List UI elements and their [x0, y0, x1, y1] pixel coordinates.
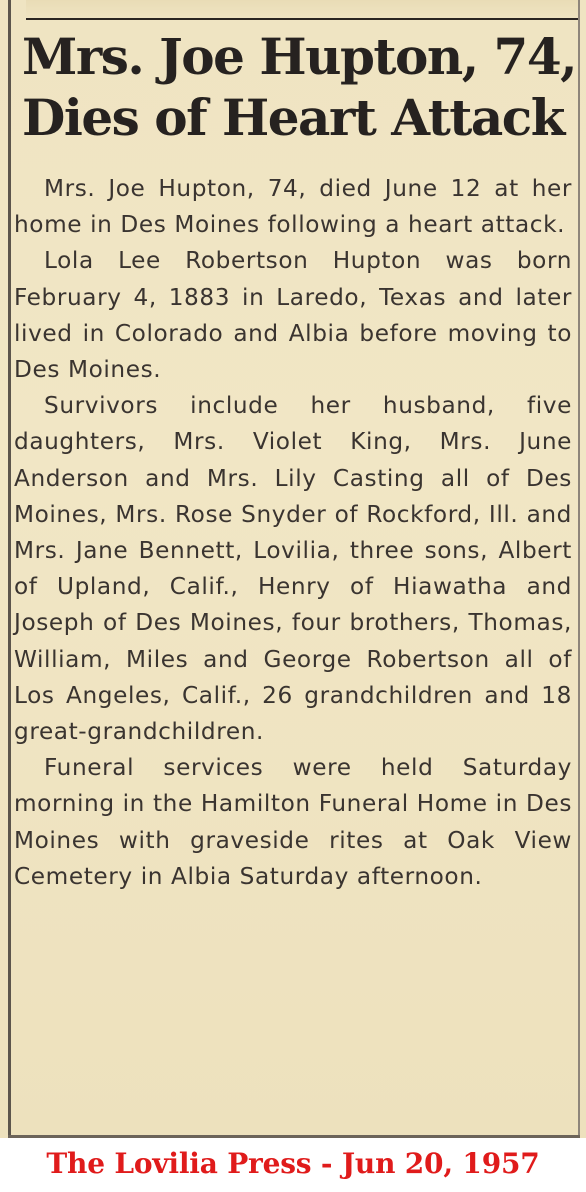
- headline-line-2: Dies of Heart Attack: [22, 88, 564, 147]
- top-column-rule: [26, 0, 578, 20]
- bottom-column-rule: [8, 1135, 580, 1138]
- paragraph-survivors: Survivors include her husband, five daughters, Mrs. Violet King, Mrs. June Anderson and Mrs. Lily Casting all of Des Moines, Mrs. Rose Snyder of Rockford, Ill. and Mrs. Jane Bennett, Lovilia, three sons, Albert of Upland, Calif., Henry of Hiawatha and Joseph of Des Moines, four brothers, Thomas, William, Miles and George Robertson all of Los Angeles, Calif., 26 grandchildren and 18 great-grandchildren.: [14, 392, 572, 746]
- source-caption: The Lovilia Press - Jun 20, 1957: [46, 1147, 540, 1180]
- headline: [22, 26, 577, 148]
- paragraph-funeral: Funeral services were held Saturday morning in the Hamilton Funeral Home in Des Moines with graveside rites at Oak View Cemetery in Albia Saturday afternoon.: [14, 754, 572, 890]
- paragraph-death-notice: Mrs. Joe Hupton, 74, died June 12 at her home in Des Moines following a heart attack.: [14, 175, 572, 239]
- right-column-border: [578, 0, 580, 1138]
- headline-line-1: Mrs. Joe Hupton, 74,: [22, 27, 577, 86]
- article-body: [14, 171, 572, 895]
- paragraph-biography: Lola Lee Robertson Hupton was born February 4, 1883 in Laredo, Texas and later lived in Colorado and Albia before moving to Des Moines.: [14, 247, 572, 384]
- left-column-border: [8, 0, 11, 1138]
